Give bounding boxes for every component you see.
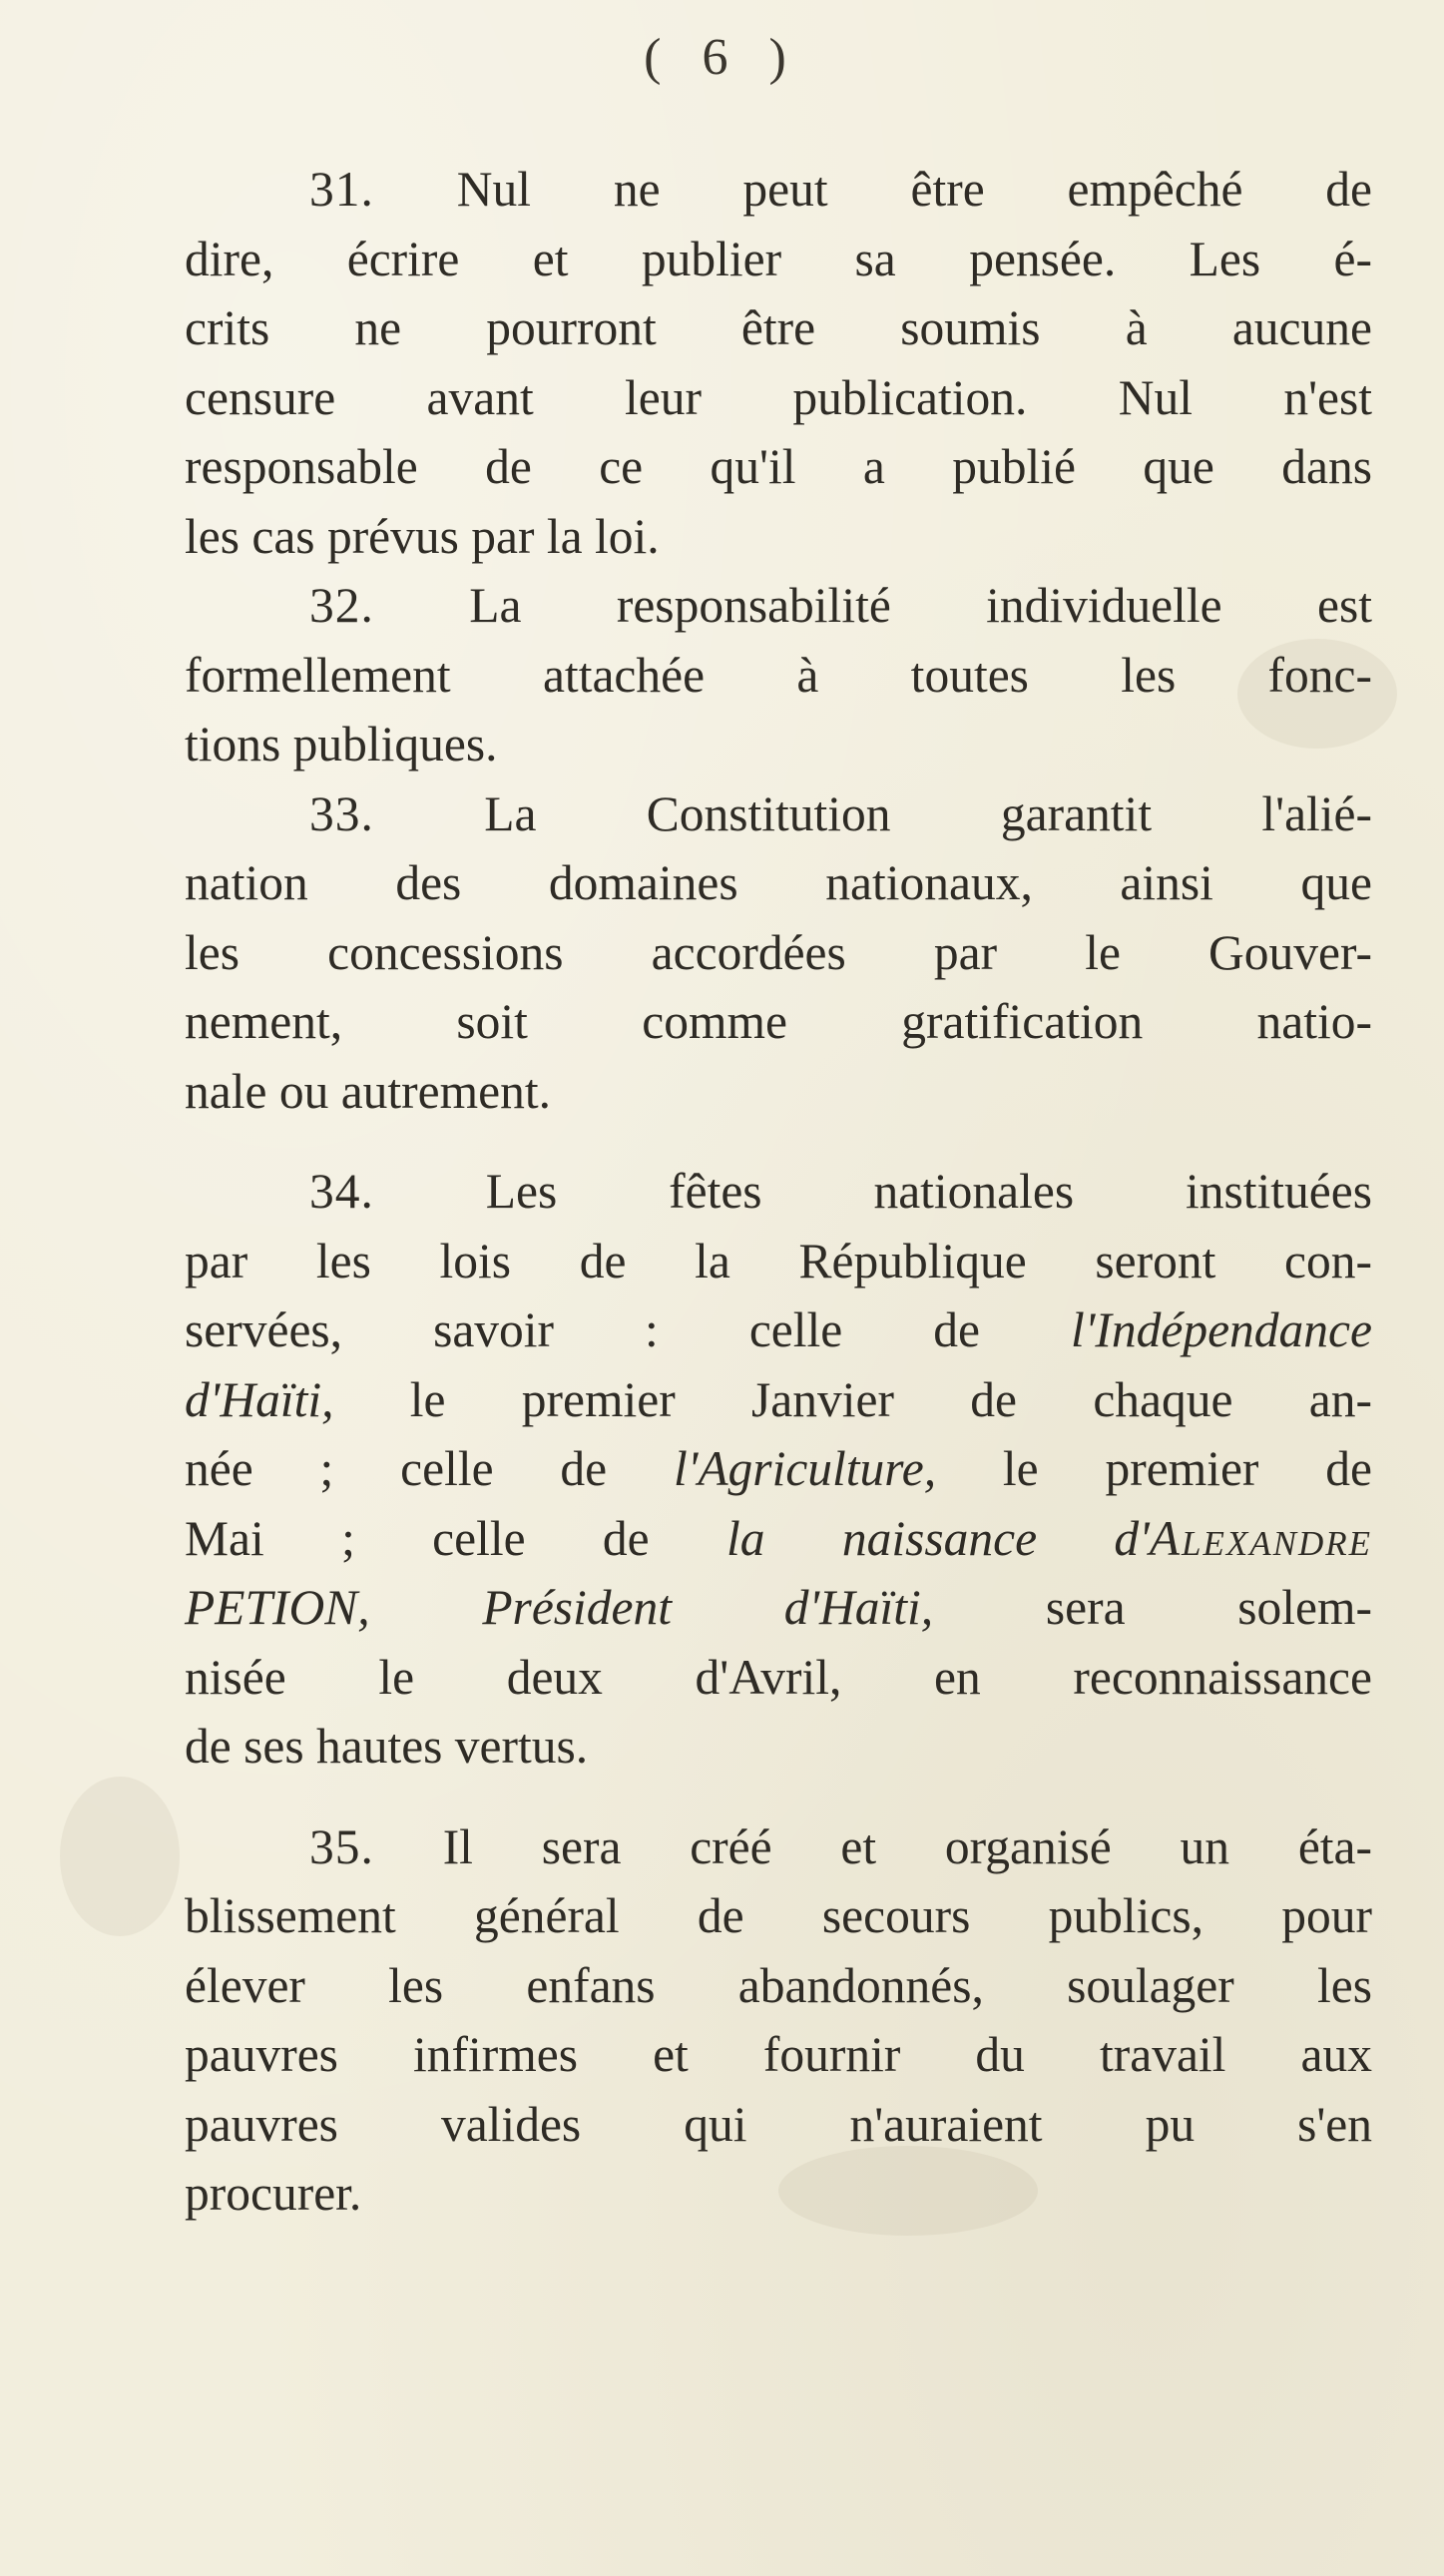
page-number: ( 6 ) xyxy=(644,29,800,86)
line-text: le premier de xyxy=(936,1441,1372,1496)
text-line xyxy=(185,1157,1372,1227)
text-line xyxy=(185,779,1372,849)
article-number: 34. xyxy=(309,1164,374,1219)
text-line: nation des domaines nationaux, ainsi que xyxy=(185,855,1372,910)
line-text: La Constitution garantit l'alié- xyxy=(484,785,1372,841)
paper-stain xyxy=(60,1777,180,1936)
text-line: nement, soit comme gratification natio- xyxy=(185,994,1372,1049)
article-number: 33. xyxy=(309,785,374,841)
line-text: Il sera créé et organisé un éta- xyxy=(442,1818,1372,1874)
italic-text: PETION, Président d'Haïti, xyxy=(185,1580,934,1635)
italic-text: d'Haïti, xyxy=(185,1371,334,1427)
article-35 xyxy=(185,1812,1372,2229)
text-line: élever les enfans abandonnés, soulager les xyxy=(185,1957,1372,2013)
article-number: 31. xyxy=(309,162,374,217)
italic-text: la naissance d' xyxy=(726,1510,1150,1566)
text-line: tions publiques. xyxy=(185,717,498,772)
italic-text: l'Agriculture, xyxy=(673,1441,937,1496)
text-line xyxy=(185,1295,1372,1365)
article-number: 32. xyxy=(309,578,374,633)
text-line: responsable de ce qu'il a publié que dans xyxy=(185,439,1372,494)
line-text: née ; celle de xyxy=(185,1441,674,1496)
text-line: nale ou autrement. xyxy=(185,1063,551,1119)
text-line xyxy=(185,1812,1372,1882)
article-number: 35. xyxy=(309,1818,374,1874)
body-text xyxy=(185,155,1372,2229)
text-line xyxy=(185,1365,1372,1435)
line-text: Les fêtes nationales instituées xyxy=(485,1164,1372,1219)
text-line: les concessions accordées par le Gouver- xyxy=(185,924,1372,980)
text-line xyxy=(185,1504,1372,1574)
text-line: les cas prévus par la loi. xyxy=(185,508,660,564)
text-line: par les lois de la République seront con- xyxy=(185,1233,1372,1288)
text-line xyxy=(185,155,1372,225)
text-line: dire, écrire et publier sa pensée. Les é- xyxy=(185,231,1372,286)
text-line: crits ne pourront être soumis à aucune xyxy=(185,300,1372,355)
line-text: servées, savoir : celle de xyxy=(185,1302,1072,1357)
line-text: le premier Janvier de chaque an- xyxy=(333,1371,1372,1427)
text-line: pauvres infirmes et fournir du travail aux xyxy=(185,2027,1372,2082)
text-line: nisée le deux d'Avril, en reconnaissance xyxy=(185,1649,1372,1705)
text-line: pauvres valides qui n'auraient pu s'en xyxy=(185,2096,1372,2152)
line-text: La responsabilité individuelle est xyxy=(469,578,1372,633)
italic-text: l'Indépendance xyxy=(1071,1302,1372,1357)
text-line: procurer. xyxy=(185,2166,362,2221)
line-text: Nul ne peut être empêché de xyxy=(456,162,1372,217)
line-text: Mai ; celle de xyxy=(185,1510,727,1566)
text-line xyxy=(185,571,1372,641)
text-line xyxy=(185,1573,1372,1643)
article-31 xyxy=(185,155,1372,571)
smallcaps-name: Alexandre xyxy=(1149,1510,1372,1566)
text-line: de ses hautes vertus. xyxy=(185,1719,589,1774)
text-line: censure avant leur publication. Nul n'est xyxy=(185,369,1372,425)
text-line xyxy=(185,1434,1372,1504)
text-line: formellement attachée à toutes les fonc- xyxy=(185,647,1372,703)
article-34 xyxy=(185,1157,1372,1782)
article-33 xyxy=(185,779,1372,1127)
text-line: blissement général de secours publics, pour xyxy=(185,1888,1372,1943)
line-text: sera solem- xyxy=(933,1580,1372,1635)
article-32 xyxy=(185,571,1372,779)
